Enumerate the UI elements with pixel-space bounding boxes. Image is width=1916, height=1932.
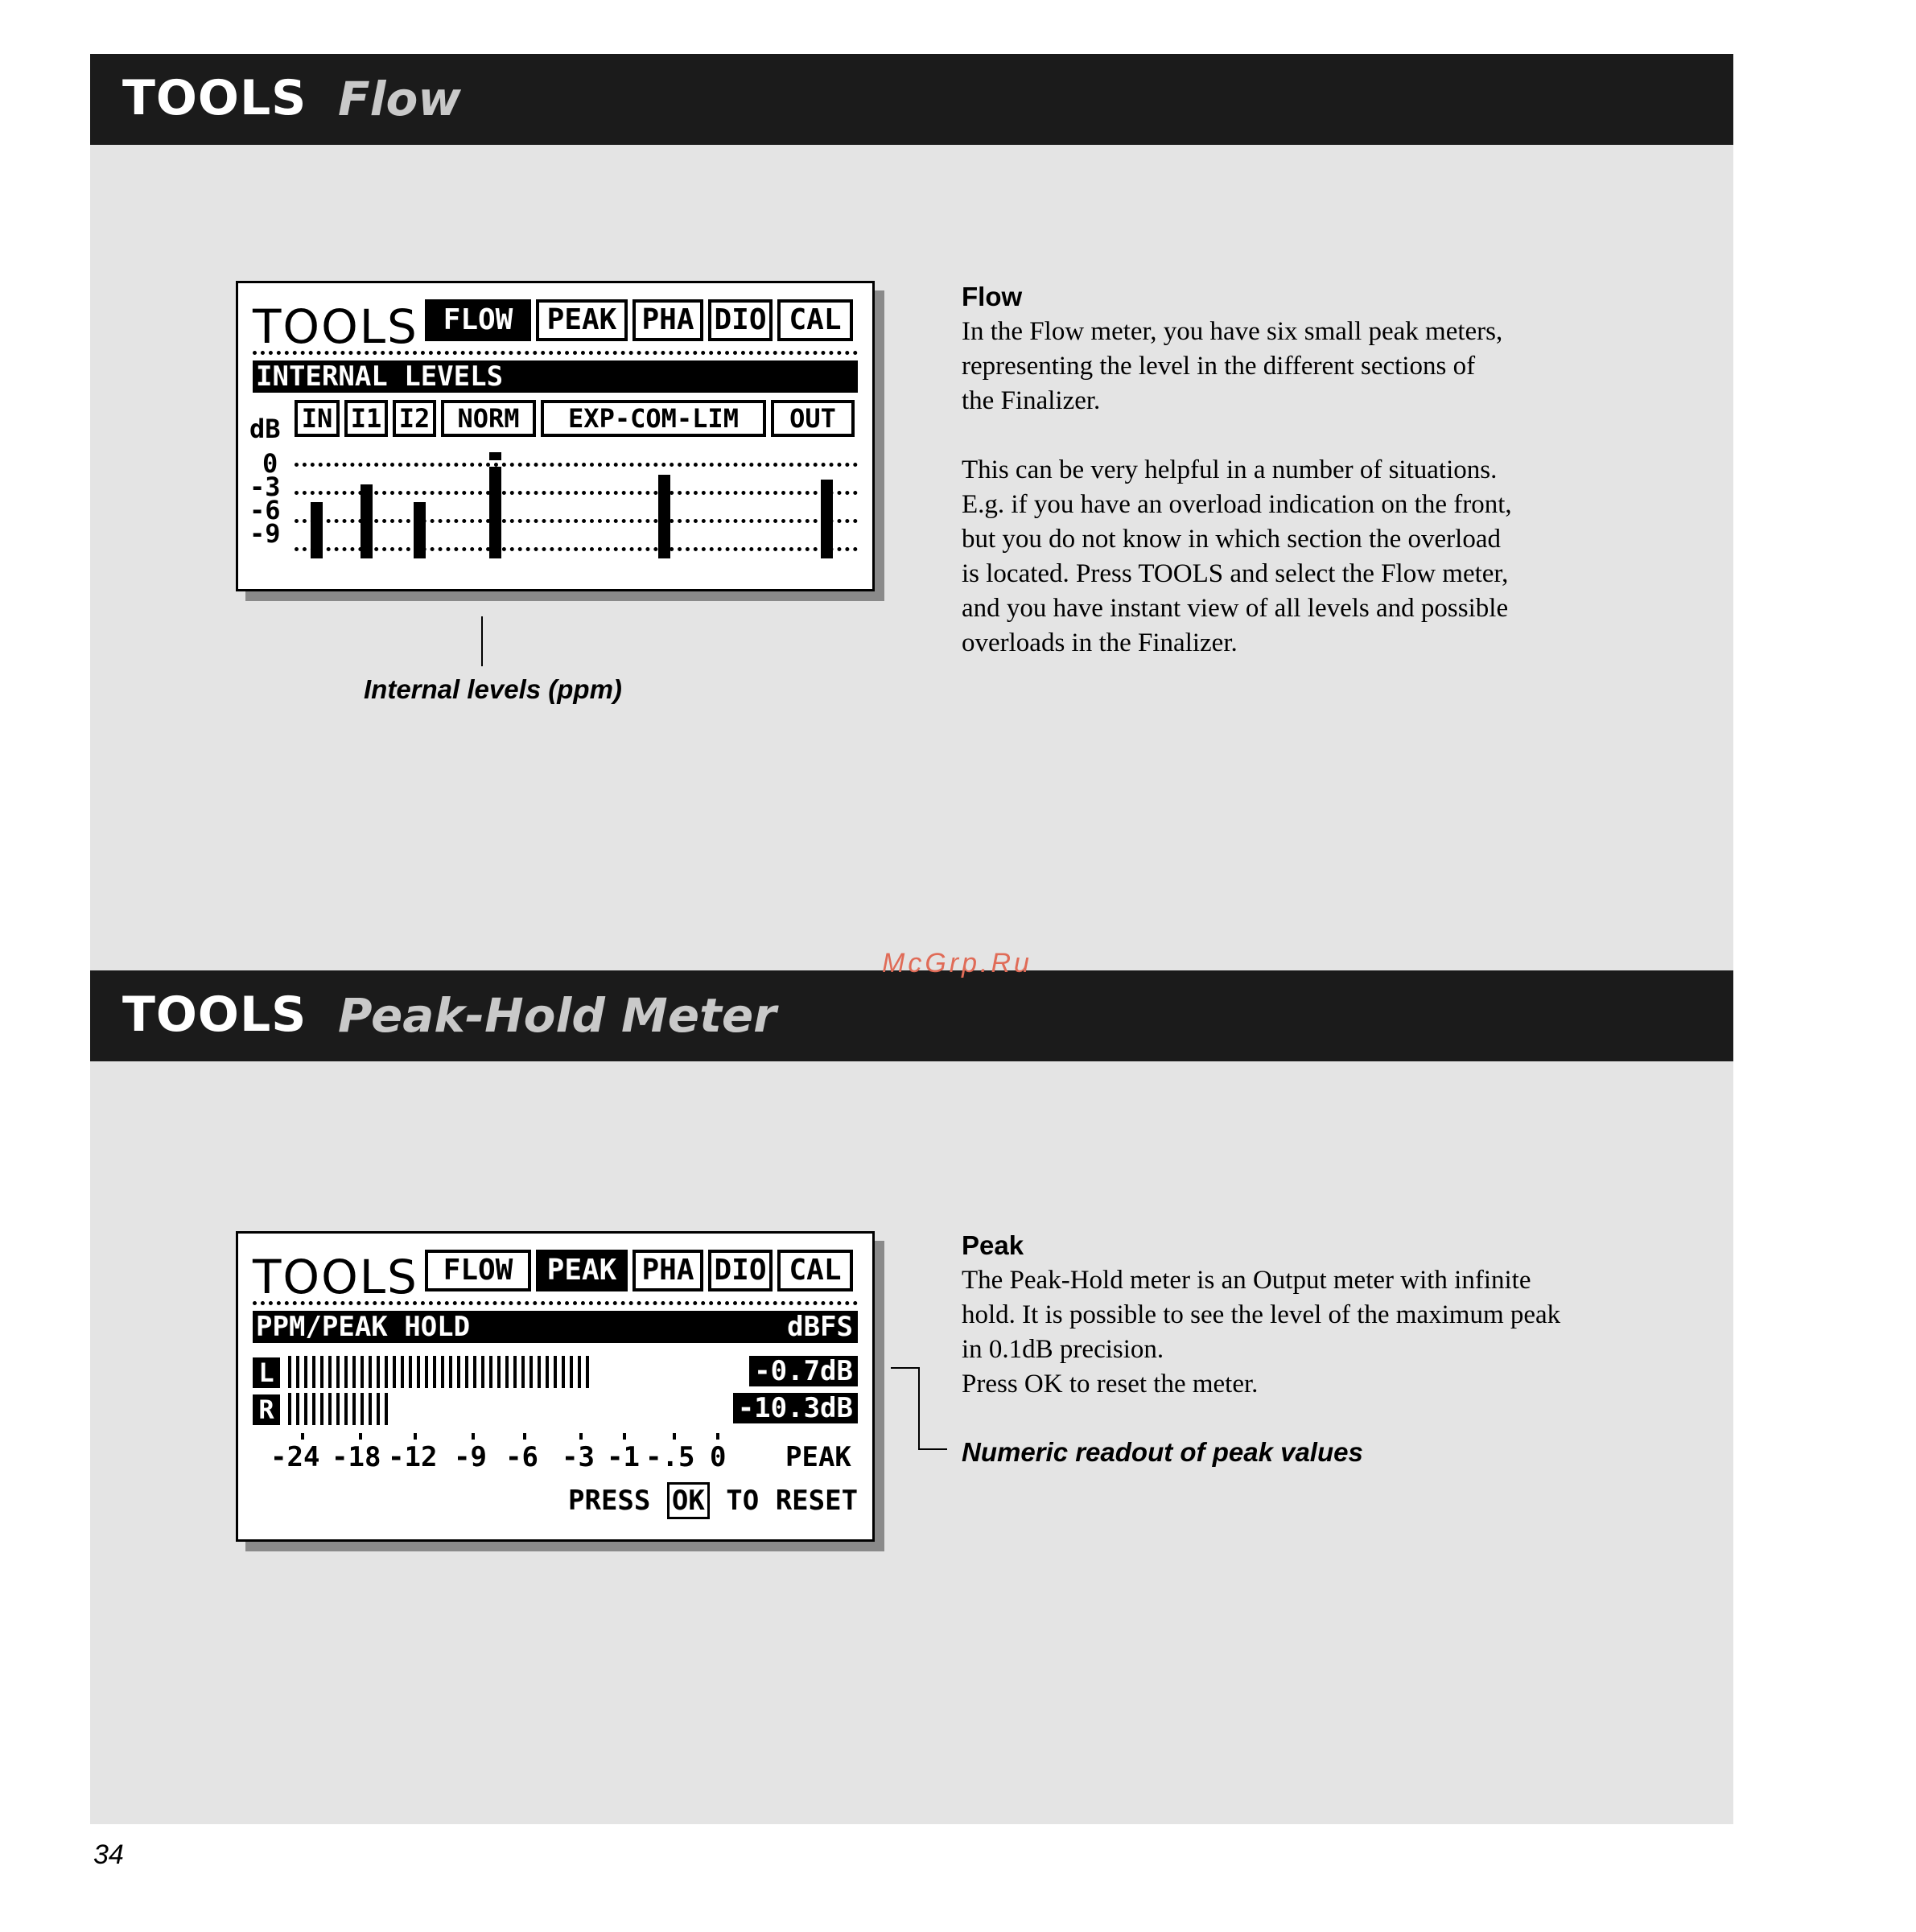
tab-flow[interactable]: FLOW (425, 1250, 531, 1291)
readout-leader-bottom (918, 1448, 947, 1450)
page-number: 34 (93, 1839, 124, 1870)
section-header-peak-hold (90, 970, 1733, 1061)
level-segment (377, 1356, 380, 1388)
lcd-title: TOOLS (253, 299, 418, 354)
scale-tick (523, 1433, 526, 1440)
tab-cal[interactable]: CAL (777, 1250, 853, 1291)
meter-i1 (361, 484, 373, 558)
tab-flow[interactable]: FLOW (425, 299, 531, 341)
channel-i1: I1 (344, 400, 388, 437)
readout-leader-top (891, 1367, 920, 1369)
level-segment (312, 1356, 315, 1388)
readout-leader-vertical (918, 1367, 920, 1450)
db-label: dB (249, 414, 281, 444)
section-header-flow (90, 54, 1733, 145)
level-segment (344, 1356, 348, 1388)
level-segment (336, 1393, 340, 1425)
level-segment (328, 1393, 332, 1425)
meter-i2 (414, 502, 426, 558)
peak-caption: Numeric readout of peak values (962, 1437, 1363, 1467)
meter-norm (489, 467, 501, 558)
level-segment (529, 1356, 533, 1388)
level-segment (385, 1393, 388, 1425)
header-title: TOOLS (122, 70, 307, 126)
level-segment (562, 1356, 565, 1388)
scale-tick (716, 1433, 719, 1440)
level-segment (361, 1356, 364, 1388)
tab-peak[interactable]: PEAK (536, 299, 628, 341)
scale-label-12: -12 (388, 1441, 438, 1473)
level-segment (441, 1356, 444, 1388)
level-segment (385, 1356, 388, 1388)
level-segment (369, 1393, 372, 1425)
level-segment (352, 1393, 356, 1425)
left-peak-readout: -0.7dB (749, 1356, 858, 1386)
ok-key[interactable]: OK (667, 1482, 710, 1519)
bar-label: PPM/PEAK HOLD (256, 1311, 471, 1343)
level-segment (586, 1356, 589, 1388)
tab-pha[interactable]: PHA (632, 1250, 703, 1291)
level-segment (417, 1356, 420, 1388)
header-title: TOOLS (122, 987, 307, 1043)
caption-leader-line (481, 616, 483, 666)
meter-gridline-6 (295, 519, 858, 523)
meter-norm-peak (489, 452, 501, 460)
scale-label-9: -9 (454, 1441, 487, 1473)
flow-paragraph-2: This can be very helpful in a number of situations. E.g. if you have an overload indication on the front, but you do not know in which section the overload is located. Press TOOLS and select the Flow meter, and you have instant view of all levels and possible overloads in the Finalizer. (962, 455, 1512, 657)
channel-exp-com-lim: EXP-COM-LIM (541, 400, 766, 437)
level-segment (288, 1393, 291, 1425)
dotted-divider (253, 351, 858, 355)
scale-tick (414, 1433, 417, 1440)
level-segment (369, 1356, 372, 1388)
level-segment (393, 1356, 396, 1388)
level-segment (578, 1356, 581, 1388)
level-segment (304, 1356, 307, 1388)
scale-label-6: -6 (505, 1441, 538, 1473)
level-segment (361, 1393, 364, 1425)
scale-label-24: -24 (270, 1441, 320, 1473)
scale-minus9: -9 (249, 518, 281, 549)
scale-label-1: -1 (607, 1441, 640, 1473)
scale-label-18: -18 (332, 1441, 381, 1473)
dotted-divider (253, 1301, 858, 1305)
channel-norm: NORM (441, 400, 536, 437)
level-segment (546, 1356, 549, 1388)
meter-exp-com-lim (658, 475, 670, 558)
scale-tick (301, 1433, 304, 1440)
right-channel-label: R (253, 1394, 280, 1425)
scale-minus3: -3 (249, 472, 281, 502)
channel-in: IN (295, 400, 340, 437)
lcd-title: TOOLS (253, 1250, 418, 1304)
meter-gridline-3 (295, 491, 858, 495)
level-segment (449, 1356, 452, 1388)
level-segment (497, 1356, 501, 1388)
tab-cal[interactable]: CAL (777, 299, 853, 341)
bar-label: INTERNAL LEVELS (256, 360, 504, 393)
scale-tick (673, 1433, 676, 1440)
flow-paragraph-1: In the Flow meter, you have six small peak meters, representing the level in the different sections of the Finalizer. (962, 317, 1503, 415)
left-level-bar (288, 1356, 594, 1388)
scale-tick (472, 1433, 475, 1440)
right-level-bar (288, 1393, 393, 1425)
level-segment (296, 1393, 299, 1425)
scale-label-peak: PEAK (785, 1441, 851, 1473)
meter-in (311, 502, 323, 558)
meter-gridline-9 (295, 547, 858, 551)
flow-heading: Flow (962, 282, 1023, 311)
level-segment (457, 1356, 460, 1388)
level-segment (320, 1356, 323, 1388)
level-segment (473, 1356, 476, 1388)
level-segment (320, 1393, 323, 1425)
scale-label-05: -.5 (645, 1441, 695, 1473)
peak-paragraph: The Peak-Hold meter is an Output meter with infinite hold. It is possible to see the level of the maximum peak in 0.1dB precision. Press OK to reset the meter. (962, 1266, 1561, 1399)
bar-unit: dBFS (787, 1311, 853, 1343)
meter-out (821, 480, 833, 558)
level-segment (401, 1356, 404, 1388)
level-segment (521, 1356, 525, 1388)
level-segment (513, 1356, 517, 1388)
level-segment (554, 1356, 557, 1388)
level-segment (409, 1356, 412, 1388)
peak-lcd-screen (236, 1231, 875, 1542)
level-segment (465, 1356, 468, 1388)
level-segment (328, 1356, 332, 1388)
scale-label-0: 0 (710, 1441, 727, 1473)
scale-label-3: -3 (562, 1441, 595, 1473)
level-segment (481, 1356, 484, 1388)
tab-dio[interactable]: DIO (708, 299, 773, 341)
level-segment (296, 1356, 299, 1388)
header-subtitle: Peak-Hold Meter (338, 988, 777, 1043)
scale-0: 0 (262, 448, 278, 479)
right-peak-readout: -10.3dB (733, 1393, 858, 1423)
level-segment (433, 1356, 436, 1388)
level-segment (489, 1356, 492, 1388)
level-segment (425, 1356, 428, 1388)
level-segment (304, 1393, 307, 1425)
press-ok-to-reset: PRESS OK TO RESET (568, 1485, 858, 1517)
channel-i2: I2 (393, 400, 436, 437)
internal-levels-bar (253, 360, 858, 393)
scale-tick (359, 1433, 362, 1440)
watermark: McGrp.Ru (882, 948, 1032, 978)
flow-caption: Internal levels (ppm) (364, 674, 622, 704)
meter-gridline-0 (295, 463, 858, 467)
channel-out: OUT (771, 400, 855, 437)
header-subtitle: Flow (338, 72, 461, 126)
level-segment (344, 1393, 348, 1425)
scale-minus6: -6 (249, 495, 281, 525)
tab-pha[interactable]: PHA (632, 299, 703, 341)
peak-heading: Peak (962, 1230, 1024, 1260)
tab-peak[interactable]: PEAK (536, 1250, 628, 1291)
level-segment (352, 1356, 356, 1388)
tab-dio[interactable]: DIO (708, 1250, 773, 1291)
flow-lcd-screen (236, 281, 875, 591)
level-segment (505, 1356, 509, 1388)
level-segment (288, 1356, 291, 1388)
left-channel-label: L (253, 1357, 280, 1388)
level-segment (538, 1356, 541, 1388)
scale-tick (579, 1433, 583, 1440)
level-segment (377, 1393, 380, 1425)
scale-tick (623, 1433, 626, 1440)
level-segment (570, 1356, 573, 1388)
level-segment (312, 1393, 315, 1425)
level-segment (336, 1356, 340, 1388)
ppm-peak-hold-bar (253, 1311, 858, 1343)
